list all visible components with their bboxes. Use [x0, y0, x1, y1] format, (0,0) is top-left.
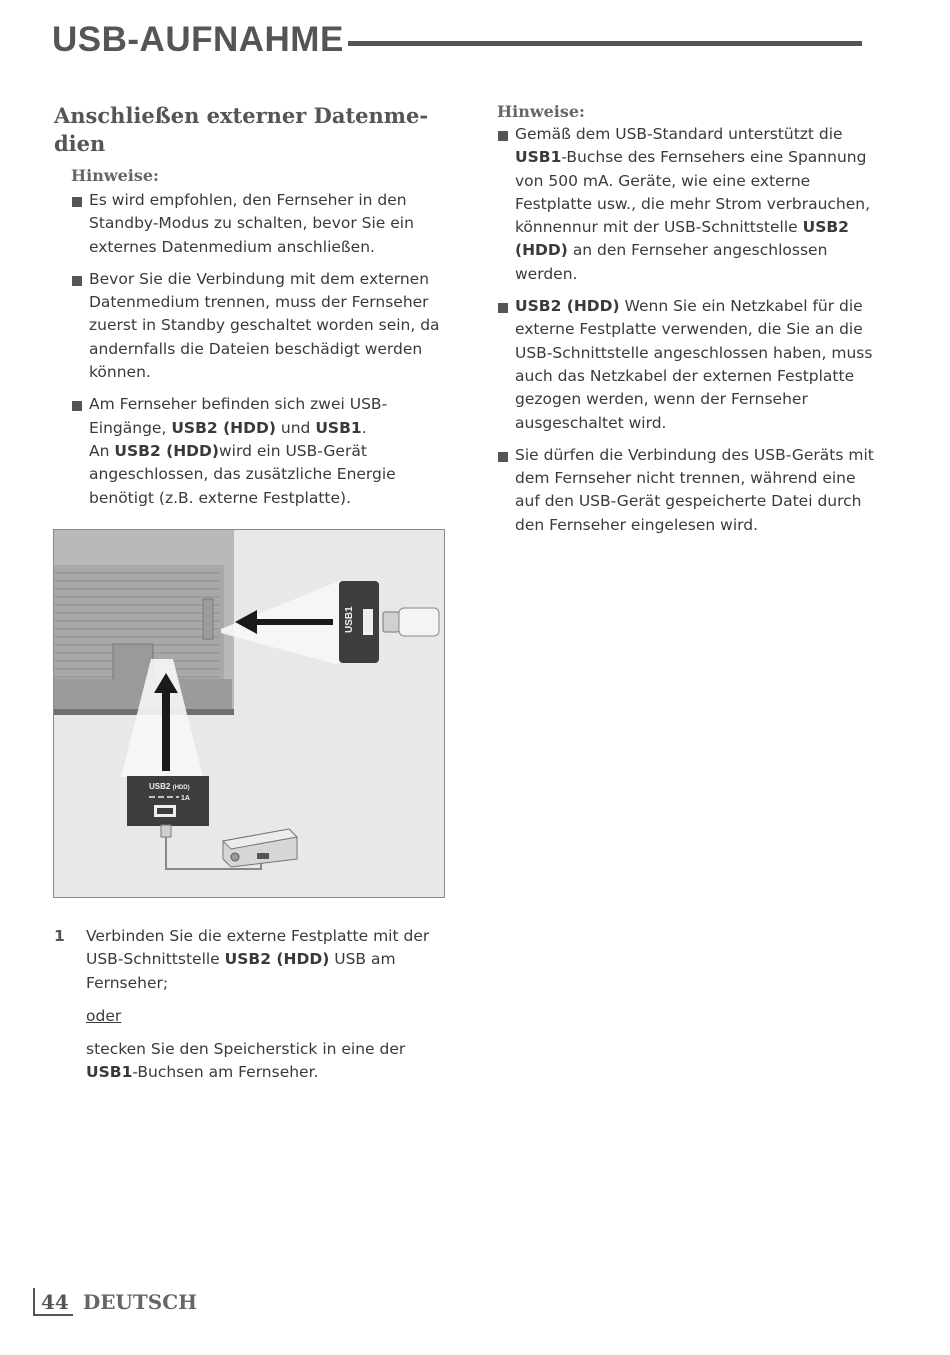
bullet-square-icon [72, 401, 82, 411]
usb2-term: USB2 (HDD) [171, 418, 276, 437]
bullet-square-icon [72, 276, 82, 286]
bullet-text: Gemäß dem USB-Standard unterstützt die [515, 125, 843, 143]
step-text [86, 1038, 446, 1085]
header-rule [348, 41, 862, 46]
usb1-port-label: USB1 [344, 606, 355, 633]
usb1-port-panel [339, 581, 379, 663]
bullet-square-icon [498, 131, 508, 141]
list-item [71, 268, 446, 384]
notes-list-left [71, 189, 446, 510]
bullet-text: Es wird empfohlen, den Fernseher in den Standby-Modus zu schalten, bevor Sie ein externes Datenmedium anschließen. [89, 191, 414, 256]
usb2-port-label: USB2 (HDD) [149, 782, 190, 791]
bullet-text: Wenn Sie ein Netzkabel für die externe Festplatte verwenden, die Sie an die USB-Schnittstelle angeschlossen haben, muss auch das Netzkabel der externen Festplatte gezogen werden, wenn der Fernseher ausgeschaltet wird. [515, 297, 873, 432]
usb2-current-label: 1A [181, 795, 190, 802]
notes-list-right [497, 123, 877, 537]
usb2-port-panel [127, 776, 209, 826]
usb2-term: USB2 (HDD) [224, 950, 330, 969]
page-number-box [33, 1288, 73, 1316]
bullet-text: und [280, 418, 311, 437]
step-or [86, 1005, 446, 1028]
page-footer [33, 1282, 197, 1316]
list-item [497, 295, 877, 435]
page-number: 44 [41, 1290, 69, 1314]
notes-heading-right: Hinweise: [497, 102, 585, 121]
or-text: oder [86, 1006, 122, 1025]
step-1 [54, 925, 446, 1095]
bullet-square-icon [72, 197, 82, 207]
step-body [86, 925, 446, 1085]
step-text-part: stecken Sie den Speicherstick in eine der [86, 1040, 406, 1059]
usb2-term: USB2 (HDD) [515, 297, 620, 316]
bullet-text: Bevor Sie die Verbindung mit dem externen Datenmedium trennen, muss der Fernseher zuerst in Standby geschaltet worden sein, da andernfalls die Dateien beschädigt werden können. [89, 269, 440, 382]
list-item [71, 189, 446, 259]
page-header [52, 18, 862, 62]
notes-heading-left: Hinweise: [71, 166, 159, 185]
bullet-text: an den Fernseher angeschlossen werden. [515, 241, 828, 283]
usb1-term: USB1 [315, 418, 362, 437]
bullet-text: . [361, 418, 367, 437]
usb2-term: USB2 (HDD) [515, 218, 849, 260]
bullet-text: Sie dürfen die Verbindung des USB-Geräts mit dem Fernseher nicht trennen, während eine auf den USB-Gerät gespeicherte Datei durch den Fernseher eingelesen wird. [515, 445, 874, 534]
step-text-part: Verbinden Sie die externe Festplatte mit der USB-Schnittstelle [86, 927, 430, 969]
usb1-term: USB1 [86, 1063, 133, 1082]
usb-stick-icon [383, 608, 439, 636]
step-number: 1 [54, 927, 65, 945]
section-title: Anschließen externer Datenme-dien [54, 103, 429, 156]
page-title: USB-AUFNAHME [52, 20, 344, 59]
bullet-square-icon [498, 452, 508, 462]
bullet-text: An [89, 441, 110, 460]
bullet-text: wird ein USB-Gerät angeschlossen, das zusätzliche Energie benötigt (z.B. externe Festplatte). [89, 441, 396, 507]
language-label: DEUTSCH [82, 1290, 198, 1314]
step-text [86, 925, 446, 995]
usb1-term: USB1 [515, 148, 562, 167]
connection-illustration [53, 529, 445, 898]
bullet-square-icon [498, 303, 508, 313]
bullet-text: -Buchse des Fernsehers eine Spannung von 500 mA. Geräte, wie eine externe Festplatte usw., die mehr Strom verbrauchen, könnennur mit der USB-Schnittstelle [515, 148, 871, 237]
usb2-term: USB2 (HDD) [114, 441, 219, 460]
left-column [54, 102, 446, 519]
list-item [497, 123, 877, 286]
list-item [497, 444, 877, 537]
list-item [71, 393, 446, 509]
bullet-text: Am Fernseher befinden sich zwei USB-Eingänge, [89, 395, 388, 437]
step-text-part: -Buchsen am Fernseher. [132, 1063, 319, 1082]
step-text-part: USB am Fernseher; [86, 950, 396, 992]
right-column [497, 102, 877, 546]
